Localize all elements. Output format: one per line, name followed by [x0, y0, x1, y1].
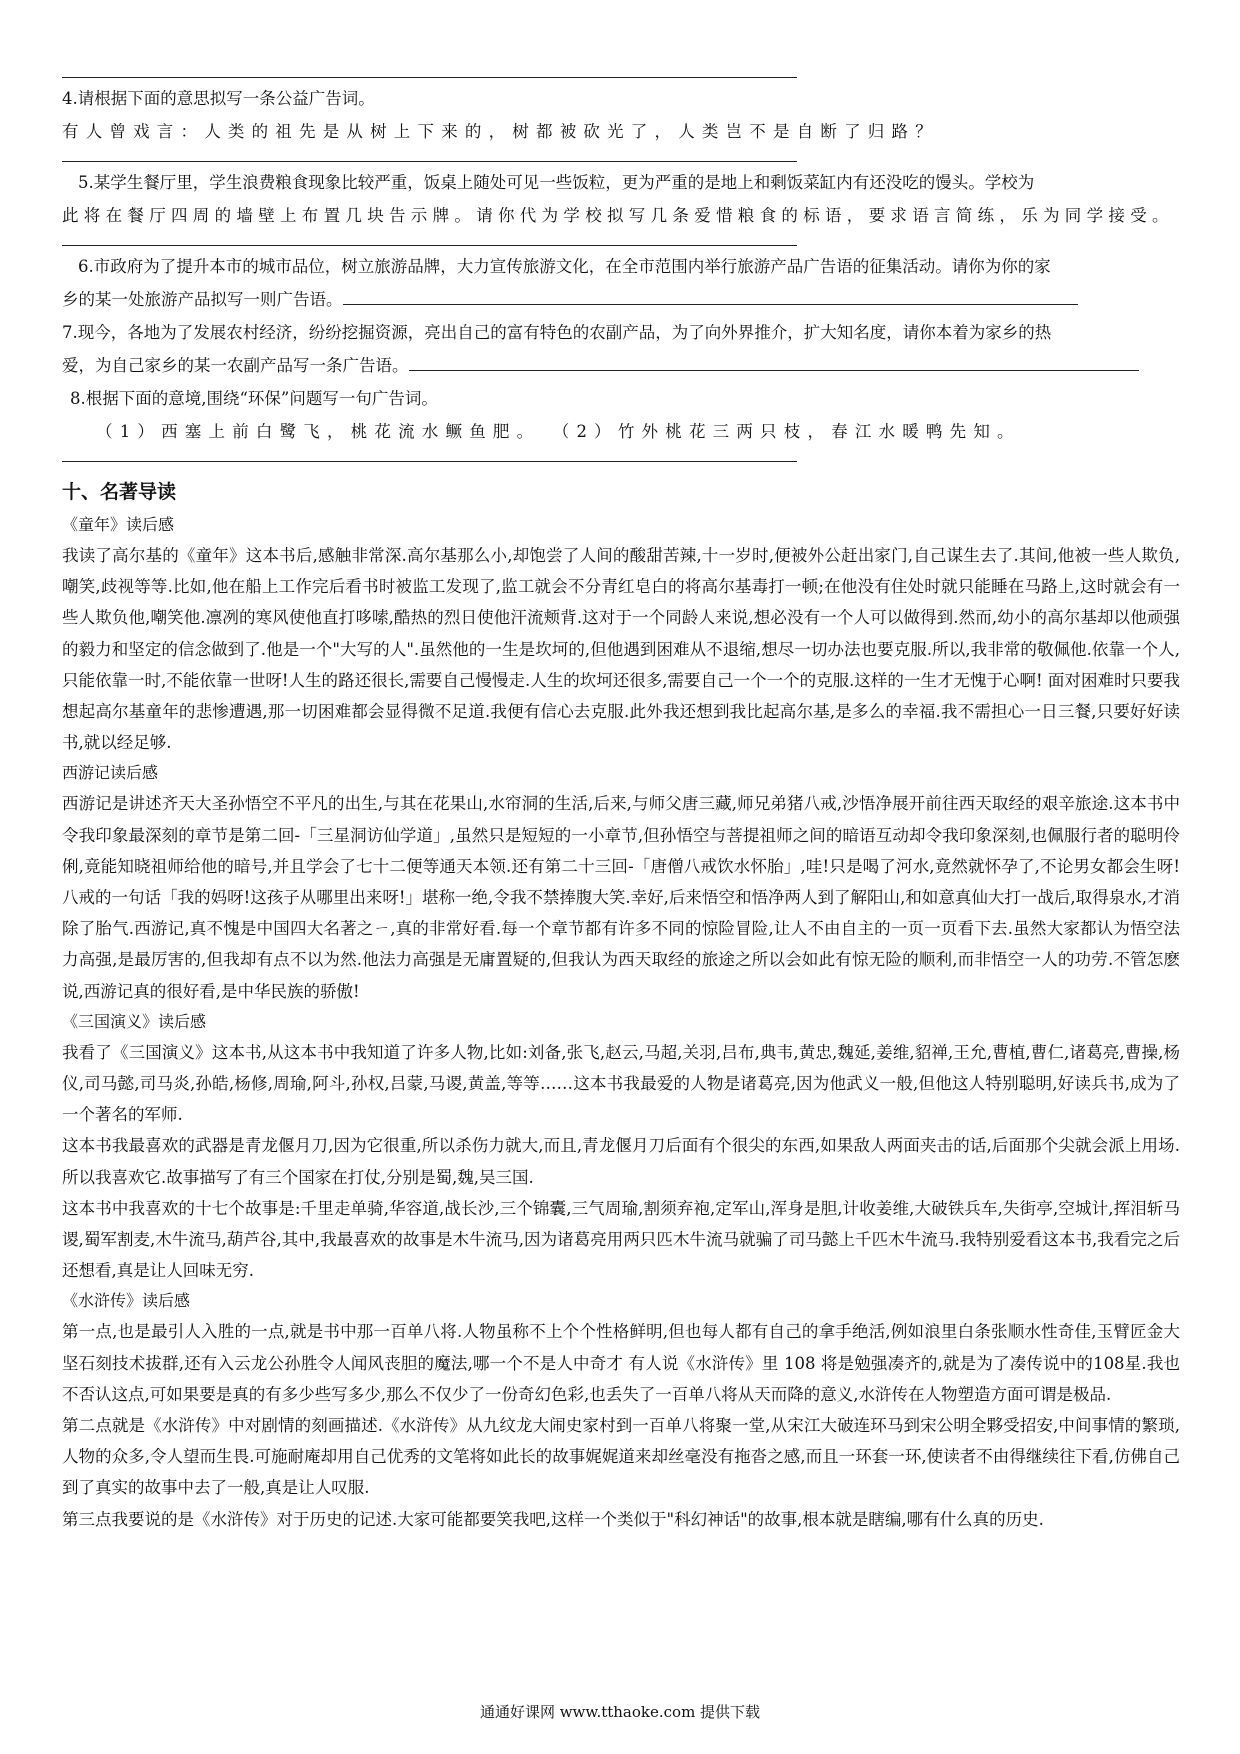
question-6-line-1: 6.市政府为了提升本市的城市品位，树立旅游品牌，大力宣传旅游文化，在全市范围内举行旅游产品广告语的征集活动。请你为你的家	[78, 257, 1051, 276]
essay-paragraph: 这本书我最喜欢的武器是青龙偃月刀,因为它很重,所以杀伤力就大,而且,青龙偃月刀后面有个很尖的东西,如果敌人两面夹击的话,后面那个尖就会派上用场.所以我喜欢它.故事描写了有三个国家在打仗,分别是蜀,魏,吴三国.	[62, 1136, 1180, 1187]
question-4-label: 4.请根据下面的意思拟写一条公益广告词。	[62, 89, 375, 108]
essay-title-sanguo: 《三国演义》读后感	[62, 1011, 207, 1031]
question-8-label: 8.根据下面的意境,围绕“环保”问题写一句广告词。	[70, 389, 438, 408]
essay-title-xiyouji: 西游记读后感	[62, 763, 159, 783]
question-8-poems: （1）西塞上前白鹭飞，桃花流水鳜鱼肥。 （2）竹外桃花三两只枝，春江水暖鸭先知。	[96, 422, 1021, 441]
answer-line	[62, 448, 1180, 466]
essay-paragraph: 第三点我要说的是《水浒传》对于历史的记述.大家可能都要笑我吧,这样一个类似于"科幻神话"的故事,根本就是瞎编,哪有什么真的历史.	[62, 1509, 1044, 1529]
question-4-text: 有人曾戏言：人类的祖先是从树上下来的，树都被砍光了，人类岂不是自断了归路？	[62, 122, 939, 141]
answer-blank	[409, 356, 1139, 371]
essay-title-shuihu: 《水浒传》读后感	[62, 1291, 191, 1311]
essay-paragraph: 这本书中我喜欢的十七个故事是:千里走单骑,华容道,战长沙,三个锦囊,三气周瑜,割须弃袍,定军山,浑身是胆,计收姜维,大破铁兵车,失街亭,空城计,挥泪斩马谡,蜀军割麦,木牛流马,葫芦谷,其中,我最喜欢的故事是木牛流马,因为诸葛亮用两只匹木牛流马就骗了司马懿上千匹木牛流马.我特别爱看这本书,我看完之后还想看,真是让人回味无穷.	[62, 1198, 1180, 1281]
essay-paragraph: 第一点,也是最引人入胜的一点,就是书中那一百单八将.人物虽称不上个个性格鲜明,但也每人都有自己的拿手绝活,例如浪里白条张顺水性奇佳,玉臂匠金大坚石刻技术拔群,还有入云龙公孙胜令人闻风丧胆的魔法,哪一个不是人中奇才 有人说《水浒传》里 108 将是勉强凑齐的,就是为了凑传说中的108星.我也不否认这点,可如果要是真的有多少些写多少,那么不仅少了一份奇幻色彩,也丢失了一百单八将从天而降的意义,水浒传在人物塑造方面可谓是极品.	[62, 1322, 1180, 1404]
answer-line	[62, 64, 1180, 82]
question-7-line-1: 7.现今，各地为了发展农村经济，纷纷挖掘资源，亮出自己的富有特色的农副产品，为了向外界推介，扩大知名度，请你本着为家乡的热	[62, 323, 1052, 342]
answer-line	[62, 148, 1180, 166]
document-page	[62, 64, 1180, 1535]
answer-blank	[343, 290, 1078, 305]
essay-title-tongnian: 《童年》读后感	[62, 515, 175, 534]
essay-paragraph: 西游记是讲述齐天大圣孙悟空不平凡的出生,与其在花果山,水帘洞的生活,后来,与师父唐三藏,师兄弟猪八戒,沙悟净展开前往西天取经的艰辛旅途.这本书中令我印象最深刻的章节是第二回-「三星洞访仙学道」,虽然只是短短的一小章节,但孙悟空与菩提祖师之间的暗语互动却令我印象深刻,也佩服行者的聪明伶俐,竟能知晓祖师给他的暗号,并且学会了七十二便等通天本领.还有第二十三回-「唐僧八戒饮水怀胎」,哇!只是喝了河水,竟然就怀孕了,不论男女都会生呀!八戒的一句话「我的妈呀!这孩子从哪里出来呀!」堪称一绝,令我不禁捧腹大笑.幸好,后来悟空和悟净两人到了解阳山,和如意真仙大打一战后,取得泉水,才消除了胎气.西游记,真不愧是中国四大名著之ㄧ,真的非常好看.每一个章节都有许多不同的惊险冒险,让人不由自主的一页一页看下去.虽然大家都认为悟空法力高强,是最厉害的,但我却有点不以为然.他法力高强是无庸置疑的,但我认为西天取经的旅途之所以会如此有惊无险的顺利,而非悟空一人的功劳.不管怎麽说,西游记真的很好看,是中华民族的骄傲!	[62, 794, 1180, 1001]
essay-paragraph: 我读了高尔基的《童年》这本书后,感触非常深.高尔基那么小,却饱尝了人间的酸甜苦辣,十一岁时,便被外公赶出家门,自己谋生去了.其间,他被一些人欺负,嘲笑,歧视等等.比如,他在船上工作完后看书时被监工发现了,监工就会不分青红皂白的将高尔基毒打一顿;在他没有住处时就只能睡在马路上,这时就会有一些人欺负他,嘲笑他.凛冽的寒风使他直打哆嗦,酷热的烈日使他汗流颊背.这对于一个同龄人来说,想必没有一个人可以做得到.然而,幼小的高尔基却以他顽强的毅力和坚定的信念做到了.他是一个"大写的人".虽然他的一生是坎坷的,但他遇到困难从不退缩,想尽一切办法也要克服.所以,我非常的敬佩他.依靠一个人,只能依靠一时,不能依靠一世呀!人生的路还很长,需要自己慢慢走.人生的坎坷还很多,需要自己一个一个的克服.这样的一生才无愧于心啊! 面对困难时只要我想起高尔基童年的悲惨遭遇,那一切困难都会显得微不足道.我便有信心去克服.此外我还想到我比起高尔基,是多么的幸福.我不需担心一日三餐,只要好好读书,就以经足够.	[62, 546, 1180, 753]
question-5-line-1: 5.某学生餐厅里，学生浪费粮食现象比较严重，饭桌上随处可见一些饭粒，更为严重的是地上和剩饭菜缸内有还没吃的馒头。学校为	[78, 173, 1035, 192]
section-title: 十、名著导读	[62, 481, 177, 503]
question-7-line-2-row	[62, 349, 1180, 382]
essay-paragraph: 我看了《三国演义》这本书,从这本书中我知道了许多人物,比如:刘备,张飞,赵云,马超,关羽,吕布,典韦,黄忠,魏延,姜维,貂禅,王允,曹植,曹仁,诸葛亮,曹操,杨仪,司马懿,司马炎,孙皓,杨修,周瑜,阿斗,孙权,吕蒙,马谡,黄盖,等等……这本书我最爱的人物是诸葛亮,因为他武义一般,但他这人特别聪明,好读兵书,成为了一个著名的军师.	[62, 1042, 1180, 1125]
question-6-line-2-row	[62, 283, 1180, 316]
page-footer: 通通好课网 www.tthaoke.com 提供下载	[479, 1703, 761, 1721]
question-6-line-2: 乡的某一处旅游产品拟写一则广告语。	[62, 290, 343, 309]
question-7-line-2: 爱，为自己家乡的某一农副产品写一条广告语。	[62, 356, 409, 375]
essay-paragraph: 第二点就是《水浒传》中对剧情的刻画描述.《水浒传》从九纹龙大闹史家村到一百单八将聚一堂,从宋江大破连环马到宋公明全夥受招安,中间事情的繁琐,人物的众多,令人望而生畏.可施耐庵却用自己优秀的文笔将如此长的故事娓娓道来却丝毫没有拖沓之感,而且一环套一环,使读者不由得继续往下看,仿佛自己到了真实的故事中去了一般,真是让人叹服.	[62, 1416, 1180, 1498]
question-5-line-2: 此将在餐厅四周的墙壁上布置几块告示牌。请你代为学校拟写几条爱惜粮食的标语，要求语言简练，乐为同学接受。	[62, 206, 1174, 225]
answer-line	[62, 232, 1180, 250]
